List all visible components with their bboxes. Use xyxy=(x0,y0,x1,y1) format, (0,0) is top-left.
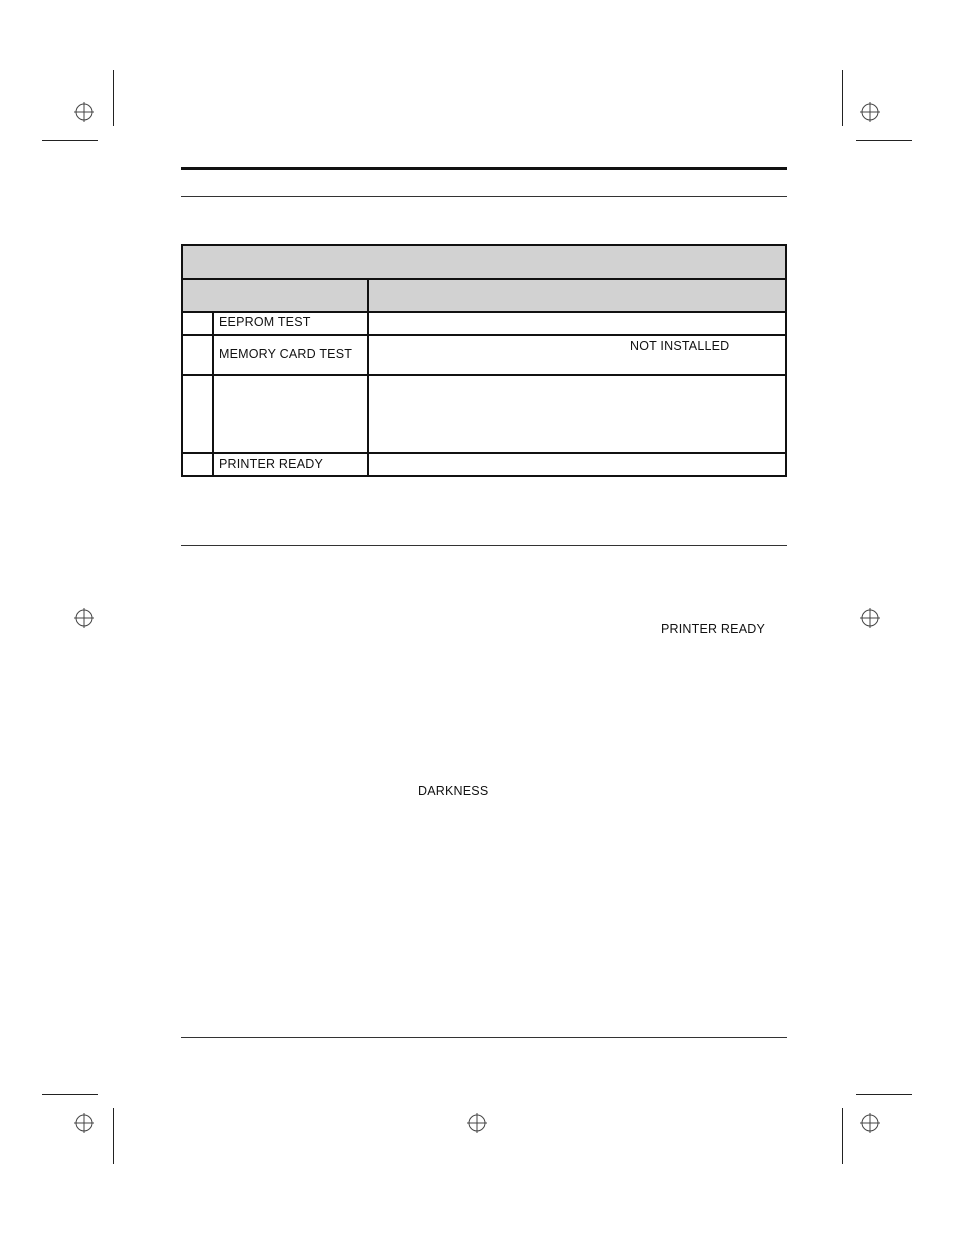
crop-mark xyxy=(842,70,843,126)
registration-mark-icon xyxy=(74,1113,94,1133)
printer-ready-text: PRINTER READY xyxy=(661,622,766,636)
crop-mark xyxy=(113,70,114,126)
darkness-text: DARKNESS xyxy=(418,784,489,798)
registration-mark-icon xyxy=(860,608,880,628)
section-rule xyxy=(181,545,787,546)
header-rule xyxy=(181,167,787,170)
crop-mark xyxy=(113,1108,114,1164)
table-divider xyxy=(183,374,785,376)
table-divider xyxy=(183,334,785,336)
table-title-row xyxy=(183,246,785,278)
crop-mark xyxy=(856,140,912,141)
table-divider xyxy=(367,280,369,475)
registration-mark-icon xyxy=(74,102,94,122)
table-row-label: EEPROM TEST xyxy=(219,315,311,329)
registration-mark-icon xyxy=(860,1113,880,1133)
registration-mark-icon xyxy=(860,102,880,122)
table-row-label: PRINTER READY xyxy=(219,457,324,471)
crop-mark xyxy=(42,140,98,141)
power-on-test-table xyxy=(181,244,787,477)
header-subrule xyxy=(181,196,787,197)
table-row-label: MEMORY CARD TEST xyxy=(219,347,353,361)
registration-mark-icon xyxy=(467,1113,487,1133)
crop-mark xyxy=(856,1094,912,1095)
table-divider xyxy=(212,313,214,475)
footer-rule xyxy=(181,1037,787,1038)
table-header-row xyxy=(183,280,785,311)
table-divider xyxy=(183,452,785,454)
table-row-note: NOT INSTALLED xyxy=(630,339,730,353)
crop-mark xyxy=(842,1108,843,1164)
table-divider xyxy=(183,311,785,313)
registration-mark-icon xyxy=(74,608,94,628)
crop-mark xyxy=(42,1094,98,1095)
